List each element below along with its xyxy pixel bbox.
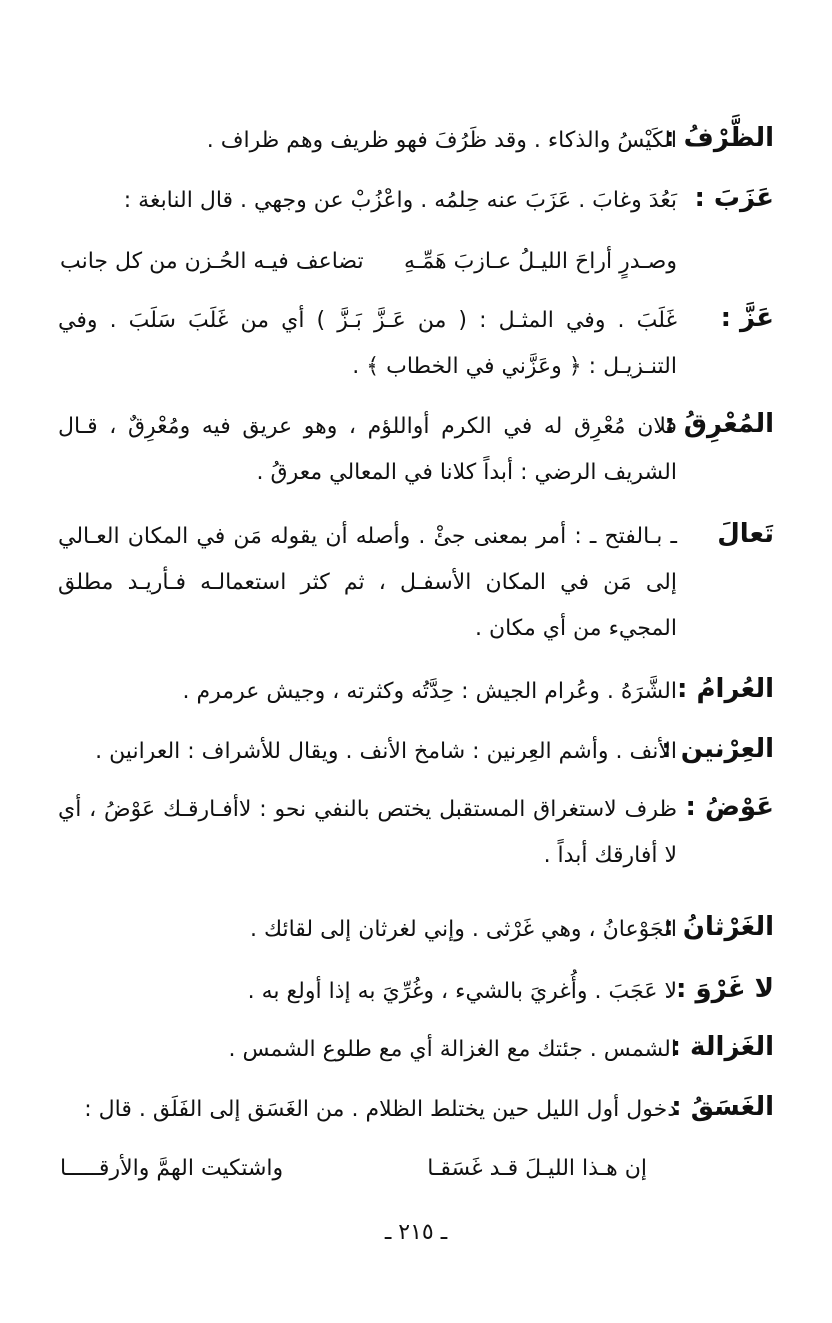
entry-term: لا غَرْوَ : [676, 974, 774, 1004]
entry-definition: الشمس . جئتك مع الغزالة أي مع طلوع الشمس . [228, 1037, 677, 1062]
entry-term: الغَرْثانُ : [663, 912, 774, 942]
entry-definition: الشَّرَهُ . وعُرام الجيش : حِدَّتُه وكثرته ، وجيش عرمرم . [182, 679, 677, 704]
entry-term: تَعالَ [717, 519, 774, 549]
page-number: ـ ٢١٥ ـ [384, 1220, 448, 1245]
entry-term: الظَّرْفُ : [664, 123, 774, 153]
verse-second-hemistich: تضاعف فيـه الحُـزن من كل جانب [60, 249, 364, 274]
entry-term: المُعْرِقُ : [664, 409, 774, 439]
entry-definition: الكَيْسُ والذكاء . وقد ظَرُفَ فهو ظريف وهم ظراف . [206, 128, 677, 153]
entry-definition: غَلَبَ . وفي المثـل : ( من عَـزَّ بَـزَّ ) أي من غَلَبَ سَلَبَ . وفي التنـزيـل : ﴿ وعَزَّني في الخطاب ﴾ . [58, 308, 677, 379]
entry-definition: الجَوْعانُ ، وهي غَرْثى . وإني لغرثان إلى لقائك . [249, 917, 677, 942]
entry-definition: بَعُدَ وغابَ . عَزَبَ عنه حِلمُه . واعْزُبْ عن وجهي . قال النابغة : [123, 188, 677, 213]
entry-term: عَزَّ : [720, 303, 774, 333]
entry-definition: ـ بـالفتح ـ : أمر بمعنى جئْ . وأصله أن يقوله مَن في المكان العـالي إلى مَن في المكان الأسفـل ، ثم كثر استعمالـه فـأريـد مطلق المجيء من أي مكان . [58, 524, 677, 641]
entry-definition: الأنف . وأشم العِرنين : شامخ الأنف . ويقال للأشراف : العرانين . [95, 739, 677, 764]
entry-definition: ظرف لاستغراق المستقبل يختص بالنفي نحو : لاأفـارقـك عَوْضُ ، أي لا أفارقك أبداً . [58, 797, 677, 868]
entry-term: الغَزالة : [670, 1032, 774, 1062]
entry-definition: فلان مُعْرِق له في الكرم أواللؤم ، وهو عريق فيه ومُعْرِقٌ ، قـال الشريف الرضي : أبداً كلانا في المعالي معرقُ . [58, 414, 677, 485]
entry-term: عَزَبَ : [694, 183, 774, 213]
entry-definition: دخول أول الليل حين يختلط الظلام . من الغَسَق إلى الفَلَق . قال : [84, 1097, 677, 1122]
verse-first-hemistich: وصـدرٍ أراحَ الليـلُ عـازبَ هَمِّـهِ [404, 249, 677, 274]
entry-term: الغَسَقُ : [671, 1092, 774, 1122]
entry-term: العِرْنين : [661, 734, 774, 764]
entry-term: العُرامُ : [677, 674, 774, 704]
verse-second-hemistich: واشتكيت الهمَّ والأرقـــــا [60, 1156, 284, 1181]
entry-definition: لا عَجَبَ . وأُغريَ بالشيء ، وغُرِّيَ به إذا أولع به . [247, 979, 677, 1004]
entry-term: عَوْضُ : [685, 792, 774, 822]
verse-first-hemistich: إن هـذا الليـلَ قـد غَسَقـا [427, 1156, 647, 1181]
